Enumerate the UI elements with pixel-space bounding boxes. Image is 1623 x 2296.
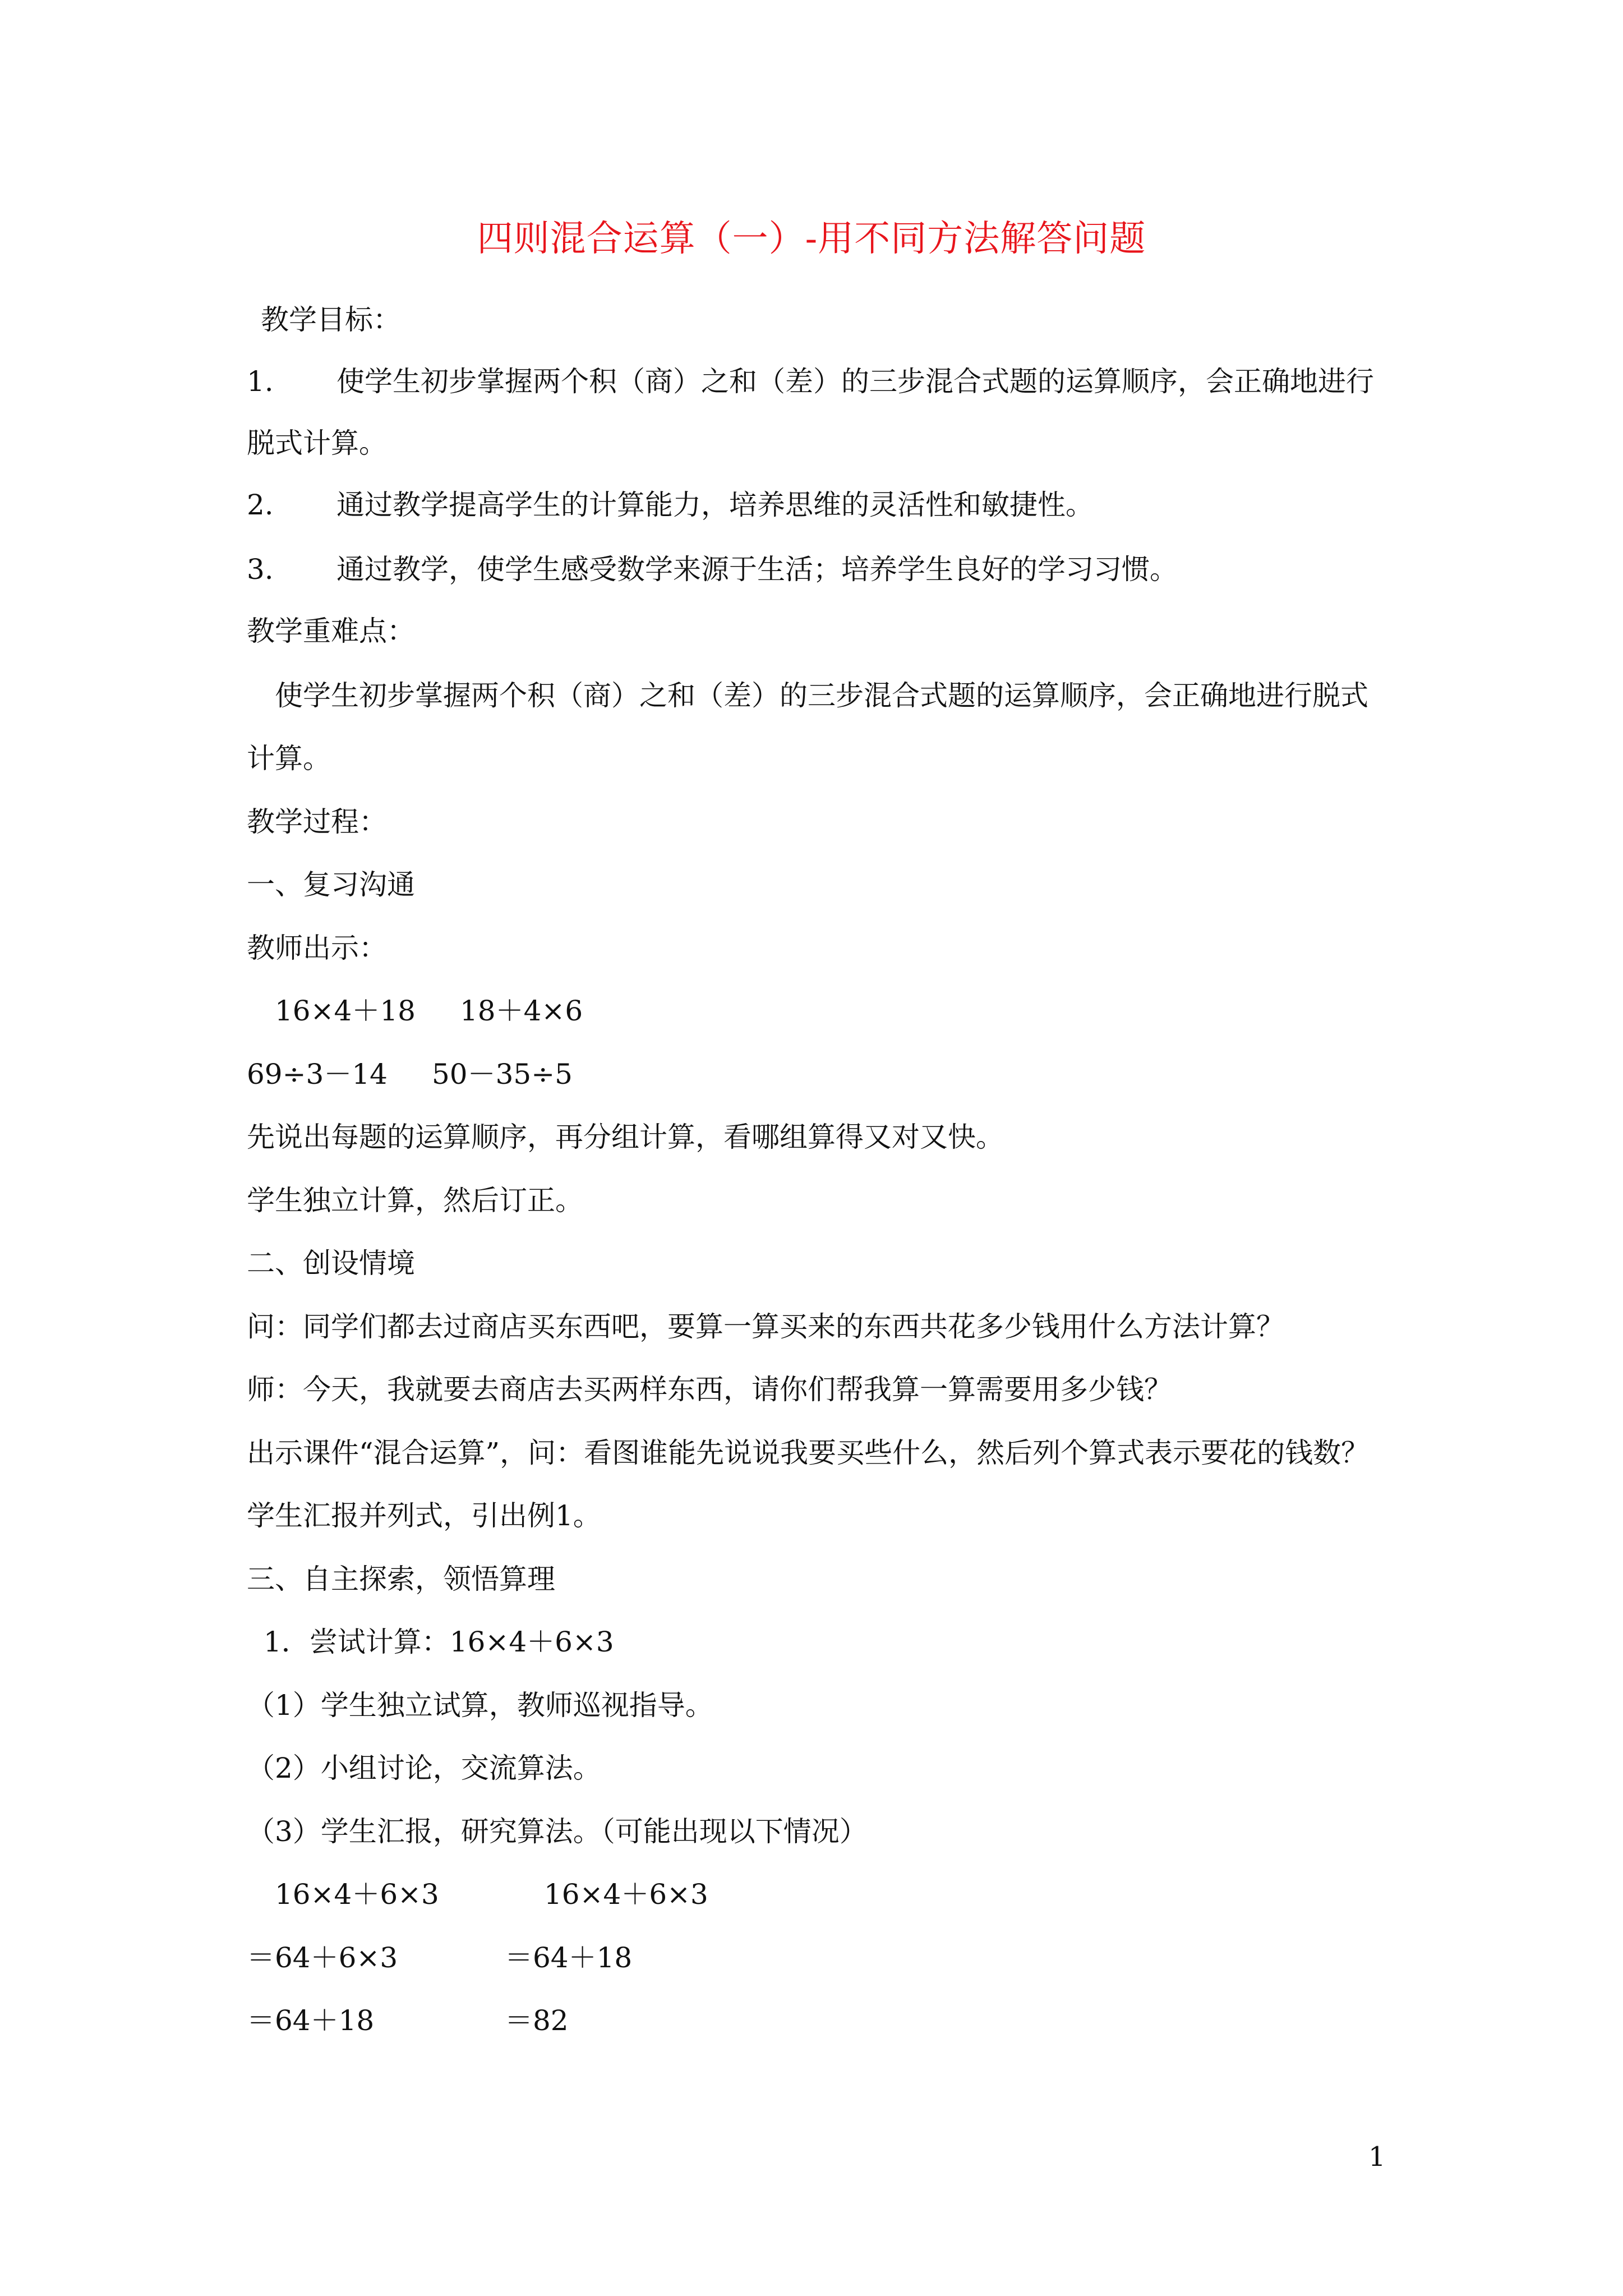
calc-a-line-1: 16×4＋6×3 — [275, 1878, 439, 1911]
paragraph-independent: 学生独立计算，然后订正。 — [247, 1184, 583, 1217]
goal-3-text: 通过教学，使学生感受数学来源于生活；培养学生良好的学习习惯。 — [336, 553, 1178, 586]
goal-1-text: 使学生初步掌握两个积（商）之和（差）的三步混合式题的运算顺序，会正确地进行 — [336, 365, 1374, 398]
heading-goals: 教学目标： — [261, 303, 401, 336]
page-number: 1 — [1368, 2141, 1386, 2173]
question-1: 问：同学们都去过商店买东西吧，要算一算买来的东西共花多少钱用什么方法计算？ — [247, 1310, 1284, 1343]
calc-a-line-3: ＝64＋18 — [247, 2004, 375, 2037]
expression-1b: 18＋4×6 — [460, 995, 583, 1027]
question-2: 师：今天，我就要去商店去买两样东西，请你们帮我算一算需要用多少钱？ — [247, 1373, 1172, 1406]
goal-2-number: 2. — [247, 489, 274, 521]
goal-1-number: 1. — [247, 365, 274, 398]
step-1: （1）学生独立试算，教师巡视指导。 — [247, 1689, 713, 1722]
step-2: （2）小组讨论，交流算法。 — [247, 1752, 601, 1784]
calc-b-line-3: ＝82 — [505, 2004, 569, 2037]
try-calculation: 1．尝试计算：16×4＋6×3 — [264, 1626, 614, 1658]
page-title: 四则混合运算（一）-用不同方法解答问题 — [477, 218, 1146, 260]
calc-a-line-2: ＝64＋6×3 — [247, 1941, 398, 1974]
paragraph-order: 先说出每题的运算顺序，再分组计算，看哪组算得又对又快。 — [247, 1121, 1004, 1153]
section-3-heading: 三、自主探索，领悟算理 — [247, 1563, 555, 1595]
question-3: 出示课件“混合运算”，问：看图谁能先说说我要买些什么，然后列个算式表示要花的钱数？ — [247, 1437, 1370, 1469]
expression-2b: 50－35÷5 — [432, 1058, 573, 1091]
section-2-heading: 二、创设情境 — [247, 1247, 415, 1280]
teacher-show-label: 教师出示： — [247, 932, 387, 964]
goal-1-continued: 脱式计算。 — [247, 427, 387, 459]
calc-b-line-2: ＝64＋18 — [505, 1941, 633, 1974]
expression-1a: 16×4＋18 — [275, 995, 416, 1027]
section-1-heading: 一、复习沟通 — [247, 868, 415, 901]
question-4: 学生汇报并列式，引出例1。 — [247, 1499, 601, 1532]
goal-2-text: 通过教学提高学生的计算能力，培养思维的灵活性和敏捷性。 — [336, 489, 1094, 521]
key-points-text-1: 使学生初步掌握两个积（商）之和（差）的三步混合式题的运算顺序，会正确地进行脱式 — [275, 679, 1368, 712]
heading-key-points: 教学重难点： — [247, 615, 415, 647]
goal-3-number: 3. — [247, 553, 274, 586]
step-3: （3）学生汇报，研究算法。（可能出现以下情况） — [247, 1815, 868, 1848]
calc-b-line-1: 16×4＋6×3 — [544, 1878, 708, 1911]
heading-process: 教学过程： — [247, 806, 387, 838]
key-points-text-2: 计算。 — [247, 742, 331, 775]
expression-2a: 69÷3－14 — [247, 1058, 388, 1091]
